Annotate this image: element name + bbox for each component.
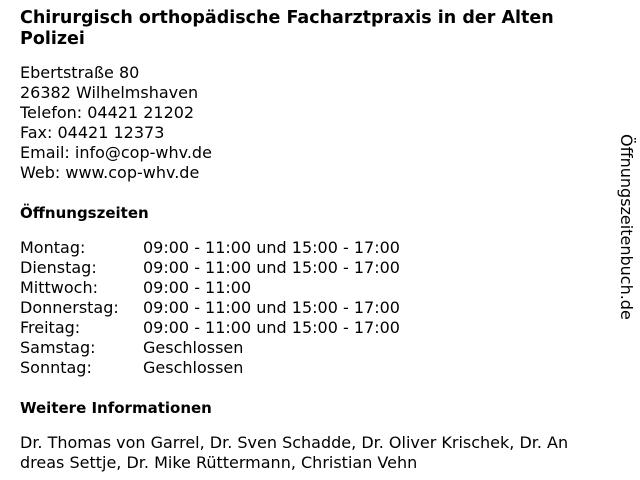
- further-information-heading: Weitere Informationen: [20, 399, 212, 417]
- hours-day: Sonntag:: [20, 358, 92, 377]
- phone-number: Telefon: 04421 21202: [20, 103, 195, 122]
- practice-card: [20, 8, 610, 473]
- hours-row-monday: [20, 238, 610, 258]
- address-city: 26382 Wilhelmshaven: [20, 83, 199, 102]
- hours-row-wednesday: [20, 278, 610, 298]
- website-address: Web: www.cop-whv.de: [20, 163, 200, 182]
- opening-hours-table: [20, 238, 610, 378]
- hours-row-sunday: [20, 358, 610, 378]
- hours-row-saturday: [20, 338, 610, 358]
- hours-time: 09:00 - 11:00 und 15:00 - 17:00: [143, 258, 400, 277]
- address-street: Ebertstraße 80: [20, 63, 140, 82]
- hours-day: Mittwoch:: [20, 278, 98, 297]
- hours-time: 09:00 - 11:00 und 15:00 - 17:00: [143, 318, 400, 337]
- hours-row-thursday: [20, 298, 610, 318]
- practice-title-line-1: Chirurgisch orthopädische Facharztpraxis in der Alten: [20, 8, 554, 28]
- contact-block: [20, 63, 610, 183]
- hours-day: Freitag:: [20, 318, 81, 337]
- site-watermark: Öffnungszeitenbuch.de: [617, 134, 636, 320]
- practice-title: [20, 8, 610, 50]
- hours-day: Dienstag:: [20, 258, 97, 277]
- fax-number: Fax: 04421 12373: [20, 123, 165, 142]
- hours-time: 09:00 - 11:00 und 15:00 - 17:00: [143, 238, 400, 257]
- opening-hours-heading: Öffnungszeiten: [20, 204, 149, 222]
- doctors-list-line-1: Dr. Thomas von Garrel, Dr. Sven Schadde, Dr. Oliver Krischek, Dr. An: [20, 433, 569, 452]
- hours-time: 09:00 - 11:00 und 15:00 - 17:00: [143, 298, 400, 317]
- hours-time: 09:00 - 11:00: [143, 278, 252, 297]
- doctors-list-line-2: dreas Settje, Dr. Mike Rüttermann, Christian Vehn: [20, 453, 418, 472]
- hours-time: Geschlossen: [143, 358, 244, 377]
- hours-day: Samstag:: [20, 338, 96, 357]
- hours-row-tuesday: [20, 258, 610, 278]
- hours-day: Montag:: [20, 238, 86, 257]
- practice-title-line-2: Polizei: [20, 29, 85, 49]
- email-address: Email: info@cop-whv.de: [20, 143, 212, 162]
- doctors-list: [20, 433, 620, 473]
- hours-time: Geschlossen: [143, 338, 244, 357]
- hours-row-friday: [20, 318, 610, 338]
- hours-day: Donnerstag:: [20, 298, 119, 317]
